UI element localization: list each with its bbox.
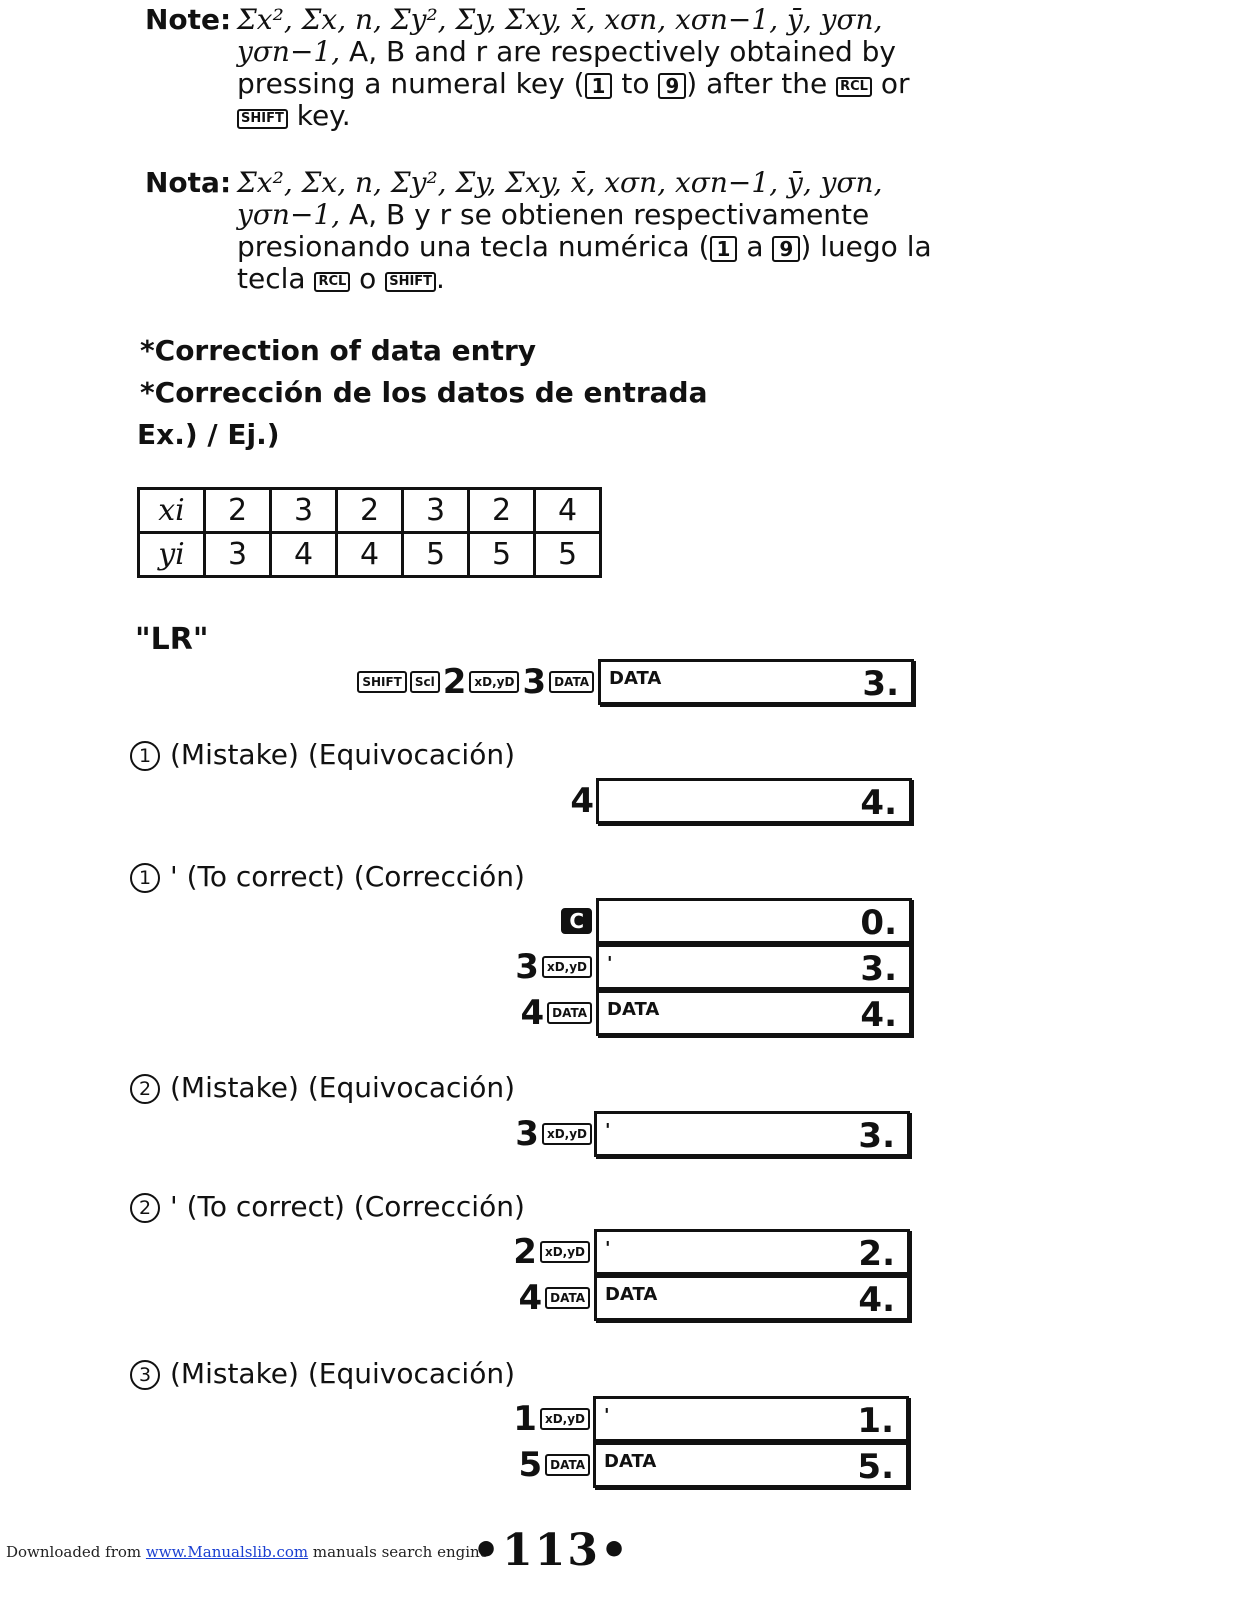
lcd-value: 3. [860, 949, 897, 989]
lcd-display [594, 1111, 910, 1157]
lcd-indicator: ' [605, 1238, 611, 1259]
xi-cell: 2 [469, 489, 535, 533]
key-sequence-row [330, 659, 594, 705]
key-shift: SHIFT [357, 671, 407, 693]
lcd-value: 4. [858, 1280, 895, 1320]
key-xy: xD,yD [542, 1123, 592, 1145]
lcd-display [598, 659, 914, 705]
key-sequence-row [330, 1111, 592, 1157]
lcd-display [596, 778, 912, 824]
key-clear: C [561, 908, 592, 934]
xi-cell: 4 [535, 489, 601, 533]
note-label: Nota: [145, 166, 232, 199]
key-shift: SHIFT [385, 272, 436, 292]
key-digit: 1 [513, 1399, 537, 1439]
yi-cell: 5 [403, 533, 469, 577]
key-data: DATA [545, 1454, 590, 1476]
key-data: DATA [547, 1002, 592, 1024]
lcd-display [594, 1229, 910, 1275]
step-2-mistake [130, 1071, 515, 1104]
lcd-value: 3. [862, 664, 899, 704]
download-footer [6, 1543, 489, 1561]
example-label: Ex.) / Ej.) [137, 418, 280, 451]
key-data: DATA [545, 1287, 590, 1309]
key-9: 9 [772, 236, 800, 262]
key-digit: 4 [570, 781, 594, 821]
lcd-value: 0. [860, 903, 897, 943]
lcd-display [594, 1275, 910, 1321]
key-digit: 4 [518, 1278, 543, 1318]
yi-cell: 4 [271, 533, 337, 577]
step-1-correct [130, 860, 525, 893]
lcd-value: 4. [860, 995, 897, 1035]
xi-cell: 3 [403, 489, 469, 533]
key-rcl: RCL [314, 272, 350, 292]
lcd-indicator: DATA [607, 999, 660, 1020]
step-text: (Mistake) (Equivocación) [170, 1357, 515, 1390]
key-sequence-row [330, 1396, 590, 1442]
key-xy: xD,yD [540, 1408, 590, 1430]
lcd-display [596, 944, 912, 990]
key-sequence-row [330, 1275, 590, 1321]
lcd-indicator: DATA [609, 668, 662, 689]
lcd-display [593, 1396, 909, 1442]
key-sequence-row [330, 778, 594, 824]
mode-label: "LR" [135, 622, 209, 657]
key-xy: xD,yD [469, 671, 519, 693]
key-digit: 5 [518, 1445, 543, 1485]
lcd-value: 2. [858, 1234, 895, 1274]
note-text-to: to [612, 67, 659, 100]
key-scl: Scl [410, 671, 440, 693]
lcd-value: 4. [860, 783, 897, 823]
lcd-display [593, 1442, 909, 1488]
key-digit: 3 [522, 662, 547, 702]
note-text: A, B and r are respectively obtained by pressing a numeral key ( [237, 35, 896, 100]
key-xy: xD,yD [540, 1241, 590, 1263]
note-english [145, 4, 945, 132]
lcd-display [596, 898, 912, 944]
key-sequence-row [330, 1229, 590, 1275]
manualslib-link[interactable]: www.Manualslib.com [145, 1543, 309, 1561]
note-text: A, B y r se obtienen respectivamente presionando una tecla numérica ( [237, 198, 870, 263]
key-data: DATA [549, 671, 594, 693]
table-row-yi [139, 533, 601, 577]
note-variables: Σx², Σx, n, Σy², Σy, Σxy, x̄, xσn, xσn−1, ȳ, yσn, yσn−1, [237, 3, 883, 68]
key-xy: xD,yD [542, 956, 592, 978]
key-sequence-row [330, 944, 592, 990]
step-1-mistake [130, 738, 515, 771]
lcd-indicator: ' [607, 953, 613, 974]
key-shift: SHIFT [237, 109, 288, 129]
key-digit: 3 [515, 1114, 539, 1154]
step-number: 1 [130, 863, 160, 893]
key-digit: 2 [442, 662, 467, 702]
lcd-value: 3. [858, 1116, 895, 1156]
key-sequence-row [330, 990, 592, 1036]
key-rcl: RCL [836, 77, 872, 97]
step-text: ' (To correct) (Corrección) [170, 860, 525, 893]
lcd-display [596, 990, 912, 1036]
step-text: ' (To correct) (Corrección) [170, 1190, 525, 1223]
lcd-indicator: DATA [604, 1451, 657, 1472]
key-sequence-row [330, 898, 592, 944]
key-1: 1 [585, 73, 613, 99]
example-data-table [137, 487, 602, 578]
footer-prefix: Downloaded from [6, 1543, 146, 1561]
step-number: 2 [130, 1193, 160, 1223]
lcd-value: 5. [857, 1447, 894, 1487]
note-text: ) after the [686, 67, 837, 100]
heading-correction-en: *Correction of data entry [140, 334, 537, 367]
key-sequence-row [330, 1442, 590, 1488]
page-number: •113• [472, 1525, 631, 1576]
key-digit: 3 [515, 947, 539, 987]
step-number: 2 [130, 1074, 160, 1104]
note-label: Note: [145, 3, 232, 36]
step-number: 1 [130, 741, 160, 771]
lcd-indicator: ' [604, 1405, 610, 1426]
note-text-or: or [871, 67, 910, 100]
yi-cell: 4 [337, 533, 403, 577]
step-2-correct [130, 1190, 525, 1223]
yi-cell: 3 [205, 533, 271, 577]
key-digit: 4 [520, 993, 545, 1033]
key-digit: 2 [513, 1232, 537, 1272]
heading-correction-es: *Corrección de los datos de entrada [140, 376, 708, 409]
note-text-or: o [350, 262, 386, 295]
footer-suffix: manuals search engine [308, 1543, 489, 1561]
note-text-to: a [737, 230, 773, 263]
lcd-value: 1. [857, 1401, 894, 1441]
xi-cell: 2 [337, 489, 403, 533]
note-spanish [145, 167, 945, 295]
note-text-end: key. [287, 99, 351, 132]
key-9: 9 [658, 73, 686, 99]
key-1: 1 [710, 236, 738, 262]
yi-cell: 5 [535, 533, 601, 577]
yi-cell: 5 [469, 533, 535, 577]
yi-header: yi [139, 533, 205, 577]
step-number: 3 [130, 1360, 160, 1390]
lcd-indicator: DATA [605, 1284, 658, 1305]
note-text-end: . [436, 262, 445, 295]
step-3-mistake [130, 1357, 515, 1390]
lcd-indicator: ' [605, 1120, 611, 1141]
step-text: (Mistake) (Equivocación) [170, 1071, 515, 1104]
xi-cell: 3 [271, 489, 337, 533]
step-text: (Mistake) (Equivocación) [170, 738, 515, 771]
xi-cell: 2 [205, 489, 271, 533]
note-text: ) luego la tecla [237, 230, 932, 295]
table-row-xi [139, 489, 601, 533]
note-variables: Σx², Σx, n, Σy², Σy, Σxy, x̄, xσn, xσn−1, ȳ, yσn, yσn−1, [237, 166, 883, 231]
xi-header: xi [139, 489, 205, 533]
